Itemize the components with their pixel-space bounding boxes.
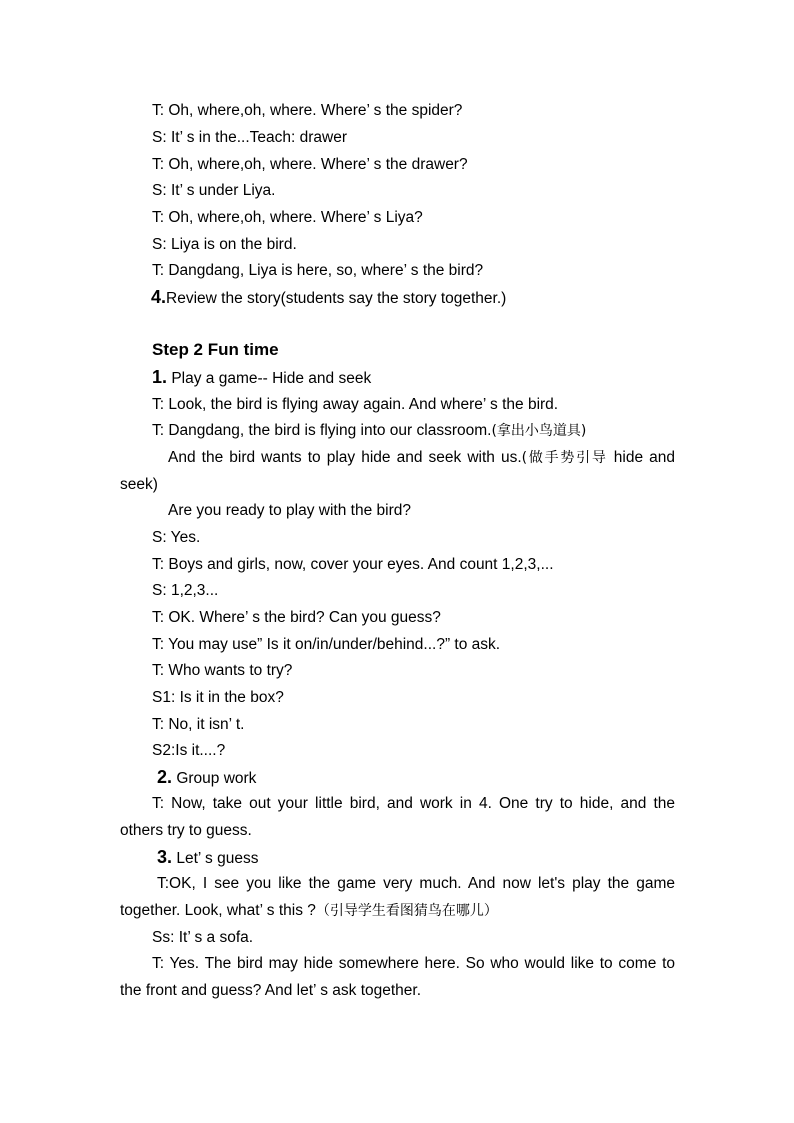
step-number: 4. — [151, 287, 167, 307]
dialogue-line: T: Who wants to try? — [152, 662, 293, 679]
activity-item — [152, 367, 371, 389]
dialogue-line: T: Oh, where,oh, where. Where’ s Liya? — [152, 209, 423, 226]
activity-item — [157, 767, 256, 789]
dialogue-line: T: Boys and girls, now, cover your eyes. And count 1,2,3,... — [152, 556, 554, 573]
item-text: Play a game-- Hide and seek — [167, 370, 372, 387]
paragraph-text: hide and seek) — [120, 449, 675, 493]
paragraph — [120, 871, 675, 924]
dialogue-line: T: You may use” Is it on/in/under/behind...?” to ask. — [152, 636, 501, 653]
dialogue-line: Ss: It’ s a sofa. — [152, 929, 254, 946]
dialogue-line: S: It’ s under Liya. — [152, 182, 276, 199]
dialogue-line: S: Liya is on the bird. — [152, 236, 297, 253]
dialogue-line: S: 1,2,3... — [152, 582, 219, 599]
paragraph: T: Now, take out your little bird, and work in 4. One try to hide, and the others try to guess. — [120, 795, 675, 839]
paragraph-text: T:OK, I see you like the game very much. And now let's play the game together. Look, what’ s this ? — [120, 875, 675, 919]
dialogue-line — [152, 421, 586, 441]
dialogue-line: Are you ready to play with the bird? — [168, 502, 411, 519]
section-heading: Step 2 Fun time — [152, 340, 279, 359]
paragraph: T: Yes. The bird may hide somewhere here. So who would like to come to the front and guess? And let’ s ask together. — [120, 955, 675, 999]
dialogue-line: T: Look, the bird is flying away again. And where’ s the bird. — [152, 396, 559, 413]
teacher-note: (拿出小鸟道具) — [491, 423, 587, 439]
dialogue-line: T: OK. Where’ s the bird? Can you guess? — [152, 609, 441, 626]
paragraph-text: And the bird wants to play hide and seek with us. — [168, 449, 522, 466]
step-text: Review the story(students say the story together.) — [166, 290, 507, 307]
item-number: 3. — [157, 847, 173, 867]
activity-item — [157, 847, 258, 869]
item-text: Let’ s guess — [172, 850, 259, 867]
dialogue-line: T: Oh, where,oh, where. Where’ s the spider? — [152, 102, 463, 119]
dialogue-line: T: Oh, where,oh, where. Where’ s the drawer? — [152, 156, 468, 173]
dialogue-line: S: It’ s in the...Teach: drawer — [152, 129, 347, 146]
dialogue-line: T: No, it isn’ t. — [152, 716, 245, 733]
item-number: 2. — [157, 767, 173, 787]
dialogue-text: T: Dangdang, the bird is flying into our classroom. — [152, 422, 492, 439]
dialogue-line: T: Dangdang, Liya is here, so, where’ s the bird? — [152, 262, 484, 279]
teacher-note: (做手势引导 — [521, 450, 608, 466]
teacher-note: （引导学生看图猜鸟在哪儿） — [315, 902, 498, 919]
paragraph — [120, 445, 675, 498]
item-number: 1. — [152, 367, 168, 387]
review-step — [151, 287, 506, 309]
dialogue-line: S: Yes. — [152, 529, 201, 546]
item-text: Group work — [172, 770, 257, 787]
dialogue-line: S1: Is it in the box? — [152, 689, 284, 706]
dialogue-line: S2:Is it....? — [152, 742, 226, 759]
